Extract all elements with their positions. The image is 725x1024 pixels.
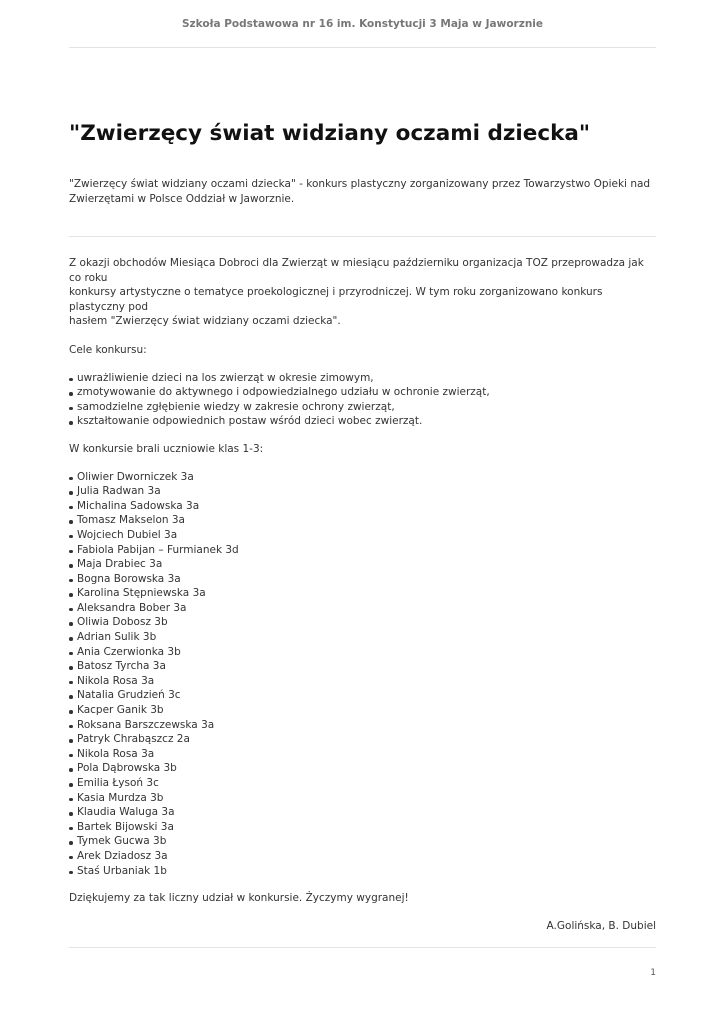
participant-item: Karolina Stępniewska 3a — [69, 586, 656, 601]
goal-item: kształtowanie odpowiednich postaw wśród dzieci wobec zwierząt. — [69, 414, 656, 429]
closing-text: Dziękujemy za tak liczny udział w konkursie. Życzymy wygranej! — [69, 892, 409, 905]
participants-heading: W konkursie brali uczniowie klas 1-3: — [69, 442, 264, 455]
participant-item: Wojciech Dubiel 3a — [69, 528, 656, 543]
participant-item: Arek Dziadosz 3a — [69, 849, 656, 864]
participant-item: Kacper Ganik 3b — [69, 703, 656, 718]
participant-item: Julia Radwan 3a — [69, 484, 656, 499]
participant-item: Nikola Rosa 3a — [69, 674, 656, 689]
participant-item: Patryk Chrabąszcz 2a — [69, 732, 656, 747]
participant-item: Klaudia Waluga 3a — [69, 805, 656, 820]
participant-item: Emilia Łysoń 3c — [69, 776, 656, 791]
intro-paragraph — [69, 256, 656, 329]
intro-line: hasłem "Zwierzęcy świat widziany oczami dziecka". — [69, 315, 341, 328]
goals-list — [69, 371, 656, 429]
participant-item: Oliwier Dworniczek 3a — [69, 470, 656, 485]
lead-line: Zwierzętami w Polsce Oddział w Jaworznie. — [69, 193, 295, 205]
intro-line: konkursy artystyczne o tematyce proekologicznej i przyrodniczej. W tym roku zorganizowano konkurs plastyczny pod — [69, 286, 603, 313]
participants-list — [69, 470, 656, 879]
article-lead — [69, 177, 656, 207]
participant-item: Adrian Sulik 3b — [69, 630, 656, 645]
participant-item: Staś Urbaniak 1b — [69, 864, 656, 879]
participant-item: Tomasz Makselon 3a — [69, 513, 656, 528]
participant-item: Oliwia Dobosz 3b — [69, 615, 656, 630]
goal-item: samodzielne zgłębienie wiedzy w zakresie ochrony zwierząt, — [69, 400, 656, 415]
header-divider — [69, 47, 656, 48]
header-school-name: Szkoła Podstawowa nr 16 im. Konstytucji 3 Maja w Jaworznie — [181, 18, 544, 30]
intro-line: Z okazji obchodów Miesiąca Dobroci dla Zwierząt w miesiącu październiku organizacja TOZ przeprowadza jak co roku — [69, 257, 644, 284]
participant-item: Maja Drabiec 3a — [69, 557, 656, 572]
participant-item: Natalia Grudzień 3c — [69, 688, 656, 703]
goal-item: zmotywowanie do aktywnego i odpowiedzialnego udziału w ochronie zwierząt, — [69, 385, 656, 400]
participant-item: Kasia Murdza 3b — [69, 791, 656, 806]
participant-item: Tymek Gucwa 3b — [69, 834, 656, 849]
lead-line: "Zwierzęcy świat widziany oczami dziecka" - konkurs plastyczny zorganizowany przez Towarzystwo Opieki nad — [69, 178, 651, 190]
participant-item: Bogna Borowska 3a — [69, 572, 656, 587]
footer-divider — [69, 947, 656, 948]
participant-item: Nikola Rosa 3a — [69, 747, 656, 762]
participant-item: Ania Czerwionka 3b — [69, 645, 656, 660]
participant-item: Bartek Bijowski 3a — [69, 820, 656, 835]
goals-heading: Cele konkursu: — [69, 343, 147, 356]
goal-item: uwrażliwienie dzieci na los zwierząt w okresie zimowym, — [69, 371, 656, 386]
page-number: 1 — [650, 968, 656, 978]
article-body — [69, 256, 656, 933]
participant-item: Roksana Barszczewska 3a — [69, 718, 656, 733]
participant-item: Aleksandra Bober 3a — [69, 601, 656, 616]
participant-item: Fabiola Pabijan – Furmianek 3d — [69, 543, 656, 558]
article-title: "Zwierzęcy świat widziany oczami dziecka" — [69, 121, 591, 146]
lead-divider — [69, 236, 656, 237]
participant-item: Michalina Sadowska 3a — [69, 499, 656, 514]
participant-item: Batosz Tyrcha 3a — [69, 659, 656, 674]
participant-item: Pola Dąbrowska 3b — [69, 761, 656, 776]
signature: A.Golińska, B. Dubiel — [546, 919, 656, 932]
